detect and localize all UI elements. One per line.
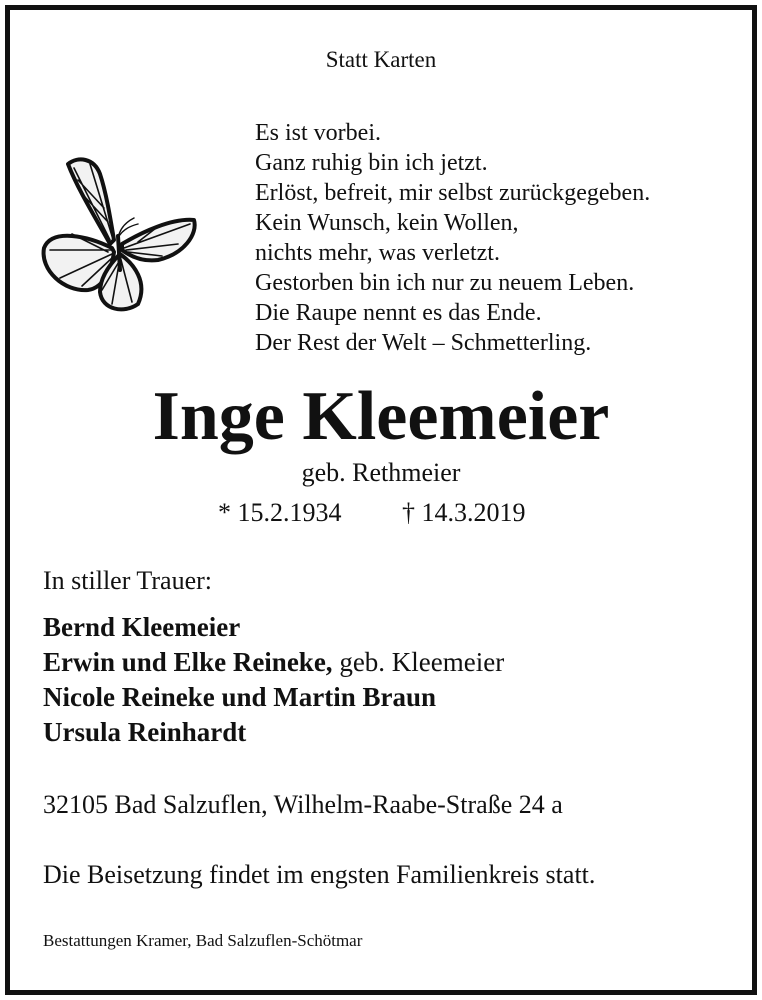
deceased-name: Inge Kleemeier (152, 378, 610, 455)
poem-line: Ganz ruhig bin ich jetzt. (255, 150, 488, 176)
birth-date: * 15.2.1934 (218, 498, 342, 527)
mourners-list (43, 610, 504, 750)
butterfly-icon (38, 152, 198, 316)
mourning-label: In stiller Trauer: (43, 566, 212, 595)
poem (255, 118, 650, 358)
mourner-name: Bernd Kleemeier (43, 612, 241, 642)
death-date: † 14.3.2019 (402, 498, 526, 527)
poem-line: nichts mehr, was verletzt. (255, 240, 500, 266)
list-item (43, 680, 504, 715)
poem-line: Der Rest der Welt – Schmetterling. (255, 330, 592, 356)
burial-note: Die Beisetzung findet im engsten Familienkreis statt. (43, 860, 596, 889)
poem-line: Die Raupe nennt es das Ende. (255, 300, 542, 326)
poem-line: Erlöst, befreit, mir selbst zurückgegeben. (255, 180, 651, 206)
poem-line: Es ist vorbei. (255, 120, 381, 146)
mourner-name: Ursula Reinhardt (43, 717, 247, 747)
list-item (43, 610, 504, 645)
list-item (43, 715, 504, 750)
list-item (43, 645, 504, 680)
statt-karten-heading: Statt Karten (325, 47, 437, 72)
birth-name: geb. Rethmeier (301, 458, 461, 487)
funeral-home: Bestattungen Kramer, Bad Salzuflen-Schötmar (43, 931, 363, 950)
poem-line: Kein Wunsch, kein Wollen, (255, 210, 519, 236)
mourner-name: Erwin und Elke Reineke, (43, 647, 333, 677)
address: 32105 Bad Salzuflen, Wilhelm-Raabe-Straße 24 a (43, 790, 563, 819)
poem-line: Gestorben bin ich nur zu neuem Leben. (255, 270, 635, 296)
mourner-name: Nicole Reineke und Martin Braun (43, 682, 437, 712)
mourner-note: geb. Kleemeier (332, 647, 505, 677)
